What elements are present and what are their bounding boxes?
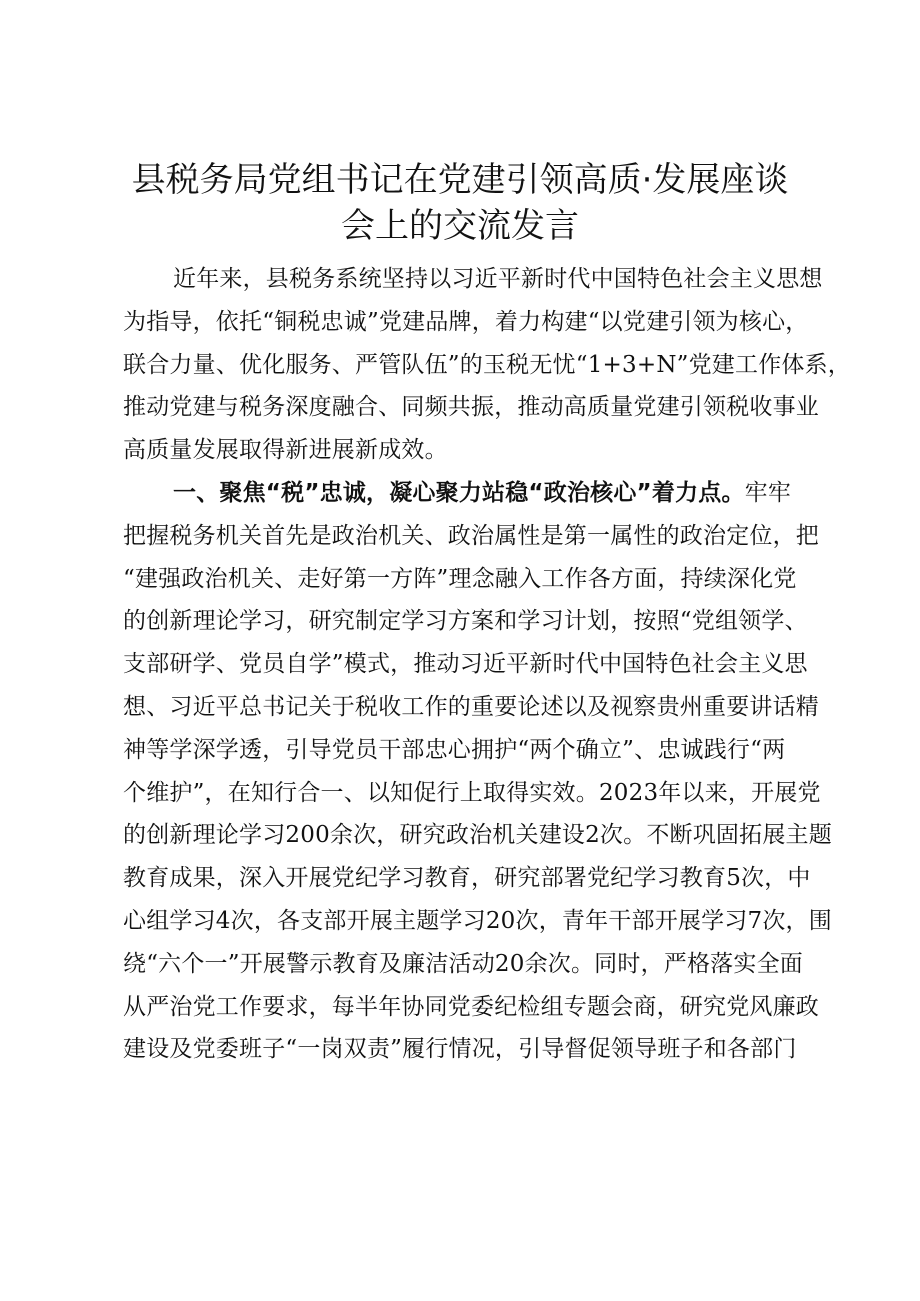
- paragraph-line: 建设及党委班子“一岗双责”履行情况，引导督促领导班子和各部门: [123, 1036, 797, 1063]
- paragraph-line: 支部研学、党员自学”模式，推动习近平新时代中国特色社会主义思: [123, 651, 808, 678]
- paragraph-line: 联合力量、优化服务、严管队伍”的玉税无忧“1+3+N”党建工作体系，: [123, 351, 852, 378]
- document-body: [123, 258, 852, 1071]
- paragraph-line: 神等学深学透，引导党员干部忠心拥护“两个确立”、忠诚践行“两: [123, 736, 786, 763]
- document-title: [95, 157, 825, 249]
- paragraph-line: 推动党建与税务深度融合、同频共振，推动高质量党建引领税收事业: [123, 394, 819, 421]
- section-heading: 一、聚焦“税”忠诚，凝心聚力站稳“政治核心”着力点。: [173, 479, 745, 506]
- title-line: 县税务局党组书记在党建引领高质·发展座谈: [131, 160, 789, 200]
- paragraph-line: 的创新理论学习200余次，研究政治机关建设2次。不断巩固拓展主题: [123, 822, 832, 849]
- paragraph-line: 教育成果，深入开展党纪学习教育，研究部署党纪学习教育5次，中: [123, 865, 811, 892]
- section-heading-line: [123, 472, 823, 515]
- paragraph-line: 的创新理论学习，研究制定学习方案和学习计划，按照“党组领学、: [123, 608, 808, 635]
- paragraph-line: 心组学习4次，各支部开展主题学习20次，青年干部开展学习7次，围: [123, 907, 832, 934]
- paragraph-line: 近年来，县税务系统坚持以习近平新时代中国特色社会主义思想: [173, 266, 823, 292]
- paragraph-line: 想、习近平总书记关于税收工作的重要论述以及视察贵州重要讲话精: [123, 693, 819, 720]
- paragraph-line: 高质量发展取得新进展新成效。: [123, 437, 448, 464]
- title-line: 会上的交流发言: [341, 206, 579, 246]
- paragraph-line: 为指导，依托“铜税忠诚”党建品牌，着力构建“以党建引领为核心，: [123, 308, 809, 335]
- paragraph-line: 绕“六个一”开展警示教育及廉洁活动20余次。同时，严格落实全面: [123, 950, 803, 977]
- paragraph-line: “建强政治机关、走好第一方阵”理念融入工作各方面，持续深化党: [123, 565, 797, 592]
- paragraph-line: 把握税务机关首先是政治机关、政治属性是第一属性的政治定位，把: [123, 522, 819, 549]
- paragraph-line: 从严治党工作要求，每半年协同党委纪检组专题会商，研究党风廉政: [123, 993, 819, 1020]
- paragraph-line: 个维护”，在知行合一、以知促行上取得实效。2023年以来，开展党: [123, 779, 821, 806]
- section-heading-continuation: 牢牢: [744, 479, 792, 506]
